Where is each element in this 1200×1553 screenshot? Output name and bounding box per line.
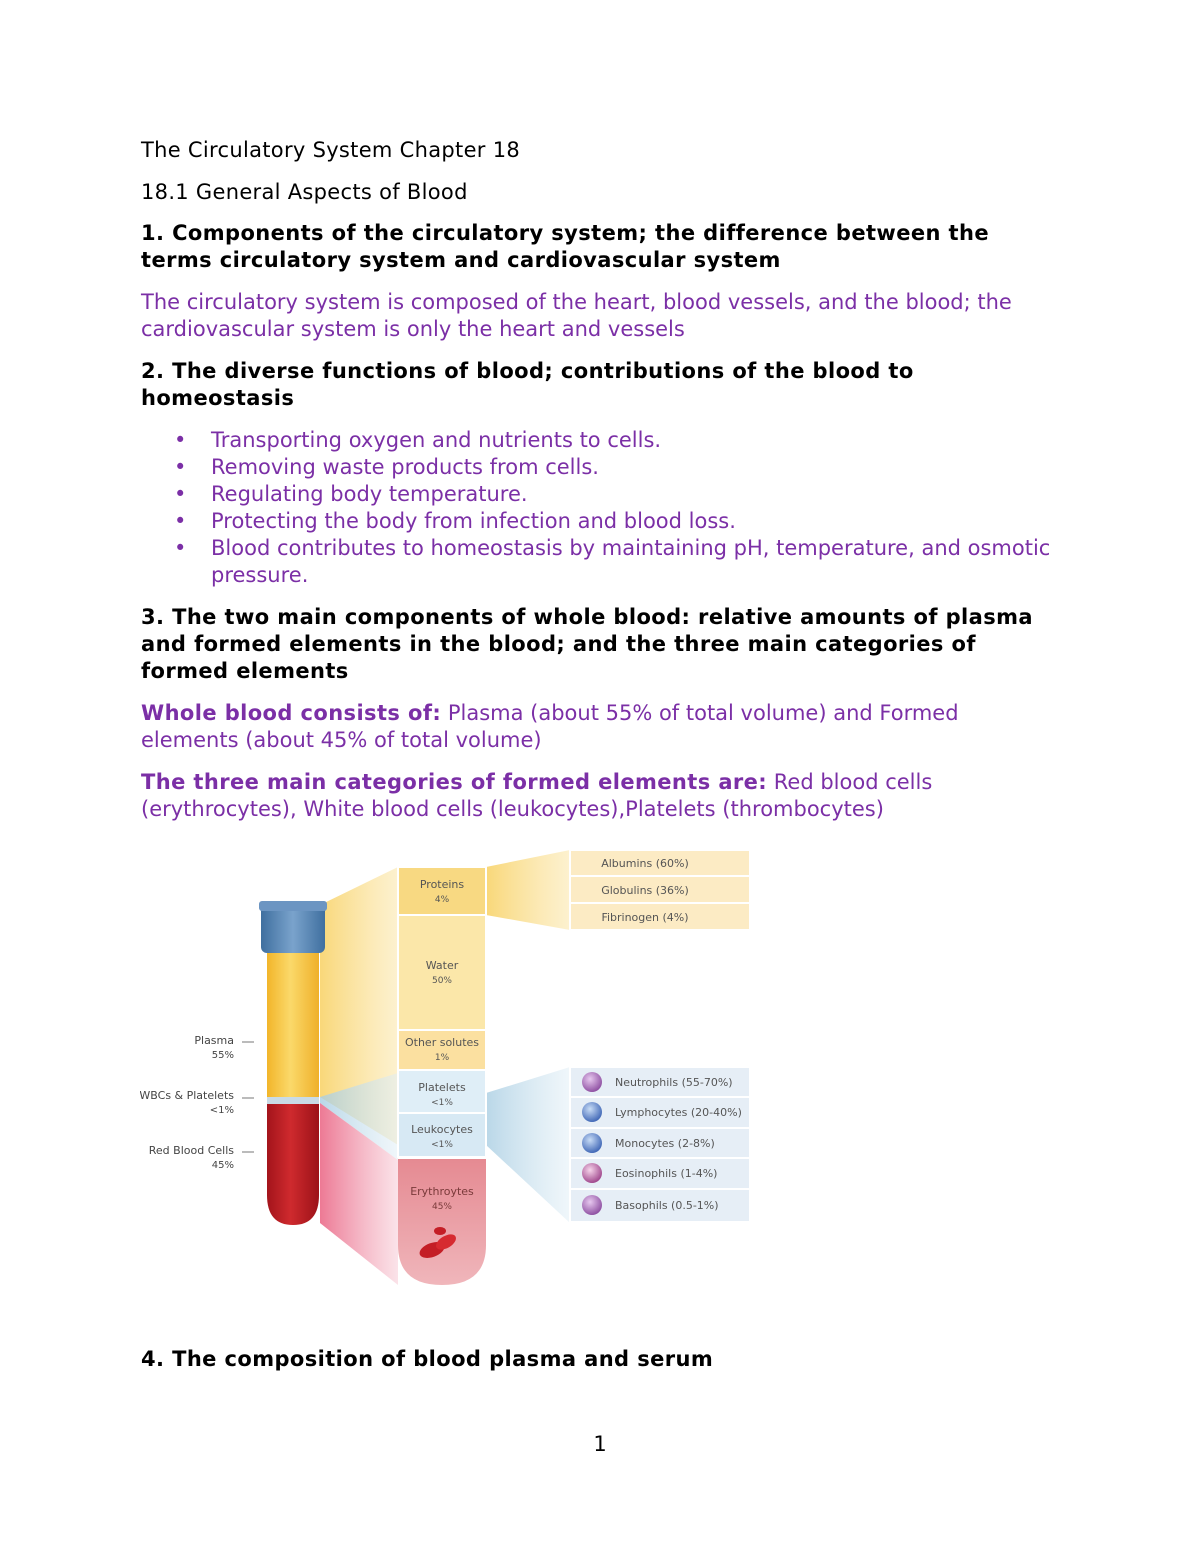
column-label: Proteins bbox=[419, 878, 465, 891]
composition-column bbox=[398, 867, 486, 1285]
answer-2-list bbox=[141, 427, 1061, 589]
column-pct: 4% bbox=[434, 895, 450, 905]
answer-3a-text: Plasma (about 55% of total volume) and Formed elements (about 45% of total volume) bbox=[141, 701, 959, 752]
answer-3b-text: Red blood cells (erythrocytes), White blood cells (leukocytes),Platelets (thrombocytes) bbox=[141, 770, 933, 821]
column-pct: <1% bbox=[431, 1098, 453, 1108]
column-pct: 45% bbox=[431, 1202, 453, 1212]
neutrophil-icon bbox=[582, 1072, 602, 1092]
blood-composition-diagram bbox=[140, 845, 755, 1290]
monocyte-icon bbox=[582, 1133, 602, 1153]
svg-text:<1%: <1% bbox=[209, 1105, 234, 1116]
column-label: Water bbox=[425, 959, 459, 972]
column-label: Other solutes bbox=[404, 1036, 480, 1049]
list-item: • Transporting oxygen and nutrients to cells. bbox=[141, 427, 1061, 454]
document-title: The Circulatory System Chapter 18 bbox=[141, 138, 521, 162]
protein-item: Fibrinogen (4%) bbox=[601, 911, 689, 924]
section-heading: 18.1 General Aspects of Blood bbox=[141, 180, 468, 204]
list-item: • Removing waste products from cells. bbox=[141, 454, 1061, 481]
leukocytes-breakdown bbox=[570, 1067, 750, 1222]
tube-label-rbc bbox=[149, 1144, 254, 1171]
list-item: • Protecting the body from infection and blood loss. bbox=[141, 508, 1061, 535]
eosinophil-icon bbox=[582, 1163, 602, 1183]
answer-3b bbox=[141, 769, 1061, 823]
column-pct: <1% bbox=[431, 1140, 453, 1150]
lymphocyte-icon bbox=[582, 1102, 602, 1122]
leukocyte-item: Basophils (0.5-1%) bbox=[615, 1199, 719, 1212]
question-3: 3. The two main components of whole blood: relative amounts of plasma and formed elements in the blood; and the three main categories of formed elements bbox=[141, 605, 1033, 683]
list-item: • Regulating body temperature. bbox=[141, 481, 1061, 508]
proteins-breakdown bbox=[570, 850, 750, 930]
column-pct: 50% bbox=[431, 976, 453, 986]
protein-item: Globulins (36%) bbox=[601, 884, 689, 897]
leukocyte-fan bbox=[486, 1067, 570, 1223]
svg-text:WBCs & Platelets: WBCs & Platelets bbox=[140, 1089, 234, 1102]
test-tube bbox=[259, 901, 327, 1225]
answer-1: The circulatory system is composed of the heart, blood vessels, and the blood; the cardiovascular system is only the heart and vessels bbox=[141, 290, 1012, 341]
protein-fan bbox=[486, 850, 570, 930]
question-2: 2. The diverse functions of blood; contributions of the blood to homeostasis bbox=[141, 359, 914, 410]
svg-text:45%: 45% bbox=[211, 1160, 234, 1171]
svg-text:Red Blood Cells: Red Blood Cells bbox=[148, 1144, 234, 1157]
question-1: 1. Components of the circulatory system; the difference between the terms circulatory system and cardiovascular system bbox=[141, 221, 989, 272]
leukocyte-item: Monocytes (2-8%) bbox=[615, 1137, 715, 1150]
question-4: 4. The composition of blood plasma and serum bbox=[141, 1347, 714, 1371]
answer-3a bbox=[141, 700, 1061, 754]
document-body bbox=[141, 136, 1061, 838]
leukocyte-item: Neutrophils (55-70%) bbox=[615, 1076, 733, 1089]
blood-composition-figure bbox=[140, 845, 755, 1290]
svg-text:55%: 55% bbox=[211, 1050, 234, 1061]
leukocyte-item: Lymphocytes (20-40%) bbox=[615, 1106, 742, 1119]
basophil-icon bbox=[582, 1195, 602, 1215]
page-number: 1 bbox=[593, 1432, 607, 1456]
answer-3b-label: The three main categories of formed elements are: bbox=[141, 770, 768, 794]
answer-3a-label: Whole blood consists of: bbox=[141, 701, 442, 725]
column-pct: 1% bbox=[434, 1053, 450, 1063]
column-label: Erythroytes bbox=[410, 1185, 474, 1198]
tube-label-plasma bbox=[194, 1034, 254, 1061]
tube-label-wbc-platelets bbox=[140, 1089, 254, 1116]
column-label: Leukocytes bbox=[411, 1123, 473, 1136]
column-label: Platelets bbox=[418, 1081, 466, 1094]
svg-text:Plasma: Plasma bbox=[194, 1034, 234, 1047]
leukocyte-item: Eosinophils (1-4%) bbox=[615, 1167, 718, 1180]
protein-item: Albumins (60%) bbox=[601, 857, 689, 870]
list-item: • Blood contributes to homeostasis by maintaining pH, temperature, and osmotic pressure. bbox=[141, 535, 1061, 589]
